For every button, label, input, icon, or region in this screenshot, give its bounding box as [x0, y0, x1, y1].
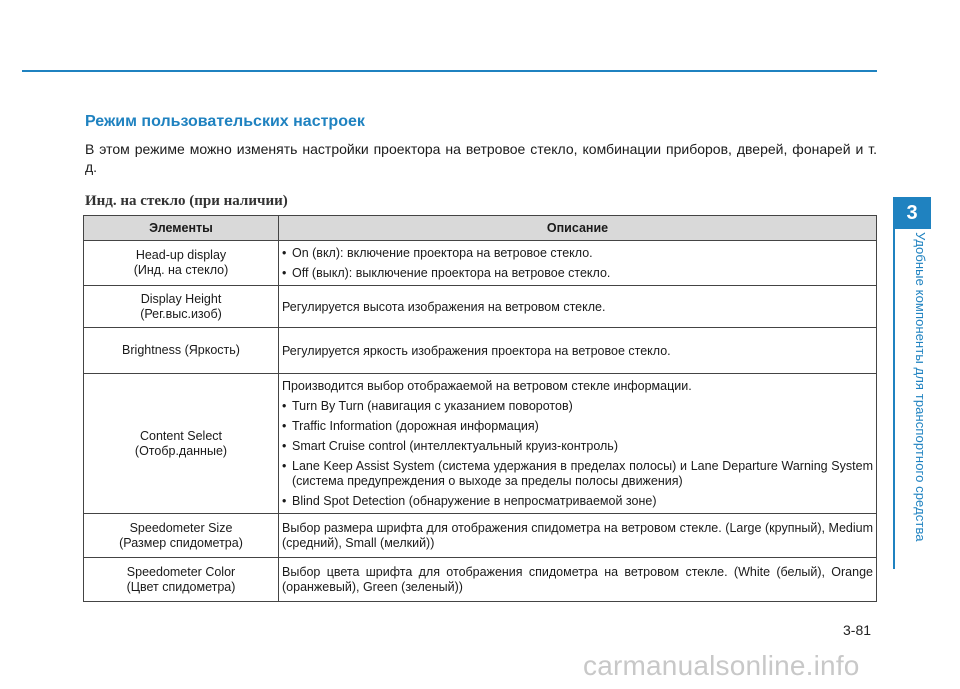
row-element-cell — [84, 241, 279, 286]
header-elements: Элементы — [84, 216, 279, 241]
chapter-side-rule — [893, 229, 895, 569]
description-bullet: • Lane Keep Assist System (система удержания в пределах полосы) и Lane Departure Warning System (система предупреждения о выходе за пределы полосы движения) — [282, 459, 873, 489]
page-number: 3-81 — [843, 622, 872, 638]
row-description-cell — [279, 514, 877, 558]
table-subheading: Инд. на стекло (при наличии) — [85, 193, 288, 209]
row-element-cell — [84, 558, 279, 602]
table-row — [84, 374, 877, 514]
description-bullet: • Turn By Turn (навигация с указанием поворотов) — [282, 399, 873, 414]
description-bullets — [282, 399, 873, 509]
element-name-translation: (Цвет спидометра) — [126, 579, 236, 594]
element-name: Content Select — [140, 428, 222, 443]
description-text: Регулируется высота изображения на ветровом стекле. — [282, 299, 606, 314]
description-bullet: • On (вкл): включение проектора на ветровое стекло. — [282, 246, 873, 261]
settings-table — [83, 215, 877, 602]
row-description-cell — [279, 328, 877, 374]
description-text: Выбор размера шрифта для отображения спидометра на ветровом стекле. (Large (крупный), Medium (средний), Small (мелкий)) — [282, 521, 873, 550]
row-element-cell — [84, 286, 279, 328]
description-bullet: • Traffic Information (дорожная информация) — [282, 419, 873, 434]
row-description-cell — [279, 241, 877, 286]
element-name: Speedometer Size — [129, 520, 233, 535]
chapter-number-tab: 3 — [893, 197, 931, 229]
top-rule — [22, 70, 877, 72]
section-title: Режим пользовательских настроек — [85, 113, 365, 130]
element-name: Display Height — [140, 291, 222, 306]
row-element-cell — [84, 328, 279, 374]
row-description-cell — [279, 286, 877, 328]
element-name: Brightness (Яркость) — [122, 343, 240, 357]
element-name-translation: (Инд. на стекло) — [133, 263, 229, 277]
table-row — [84, 514, 877, 558]
description-text: Выбор цвета шрифта для отображения спидометра на ветровом стекле. (White (белый), Orange (оранжевый), Green (зеленый)) — [282, 565, 873, 594]
header-description: Описание — [279, 216, 877, 241]
description-text: Регулируется яркость изображения проектора на ветровое стекло. — [282, 343, 671, 358]
chapter-title: Удобные компоненты для транспортного средства — [913, 232, 928, 542]
intro-paragraph: В этом режиме можно изменять настройки проектора на ветровое стекло, комбинации приборов, дверей, фонарей и т. д. — [85, 141, 877, 175]
table-header-row — [84, 216, 877, 241]
description-bullet: • Off (выкл): выключение проектора на ветровое стекло. — [282, 266, 873, 281]
element-name: Speedometer Color — [126, 564, 236, 579]
table-row — [84, 558, 877, 602]
row-element-cell — [84, 514, 279, 558]
table-row — [84, 328, 877, 374]
row-description-cell — [279, 374, 877, 514]
element-name-translation: (Размер спидометра) — [119, 535, 243, 550]
row-element-cell — [84, 374, 279, 514]
table-row — [84, 286, 877, 328]
description-text: Производится выбор отображаемой на ветровом стекле информации. — [282, 379, 692, 393]
element-name-translation: (Отобр.данные) — [134, 443, 228, 458]
description-bullet: • Blind Spot Detection (обнаружение в непросматриваемой зоне) — [282, 494, 873, 509]
description-bullet: • Smart Cruise control (интеллектуальный круиз-контроль) — [282, 439, 873, 454]
table-row — [84, 241, 877, 286]
element-name: Head-up display — [135, 248, 227, 262]
watermark: carmanualsonline.info — [583, 650, 860, 681]
element-name-translation: (Рег.выс.изоб) — [140, 306, 222, 321]
description-bullets — [282, 246, 873, 281]
row-description-cell — [279, 558, 877, 602]
